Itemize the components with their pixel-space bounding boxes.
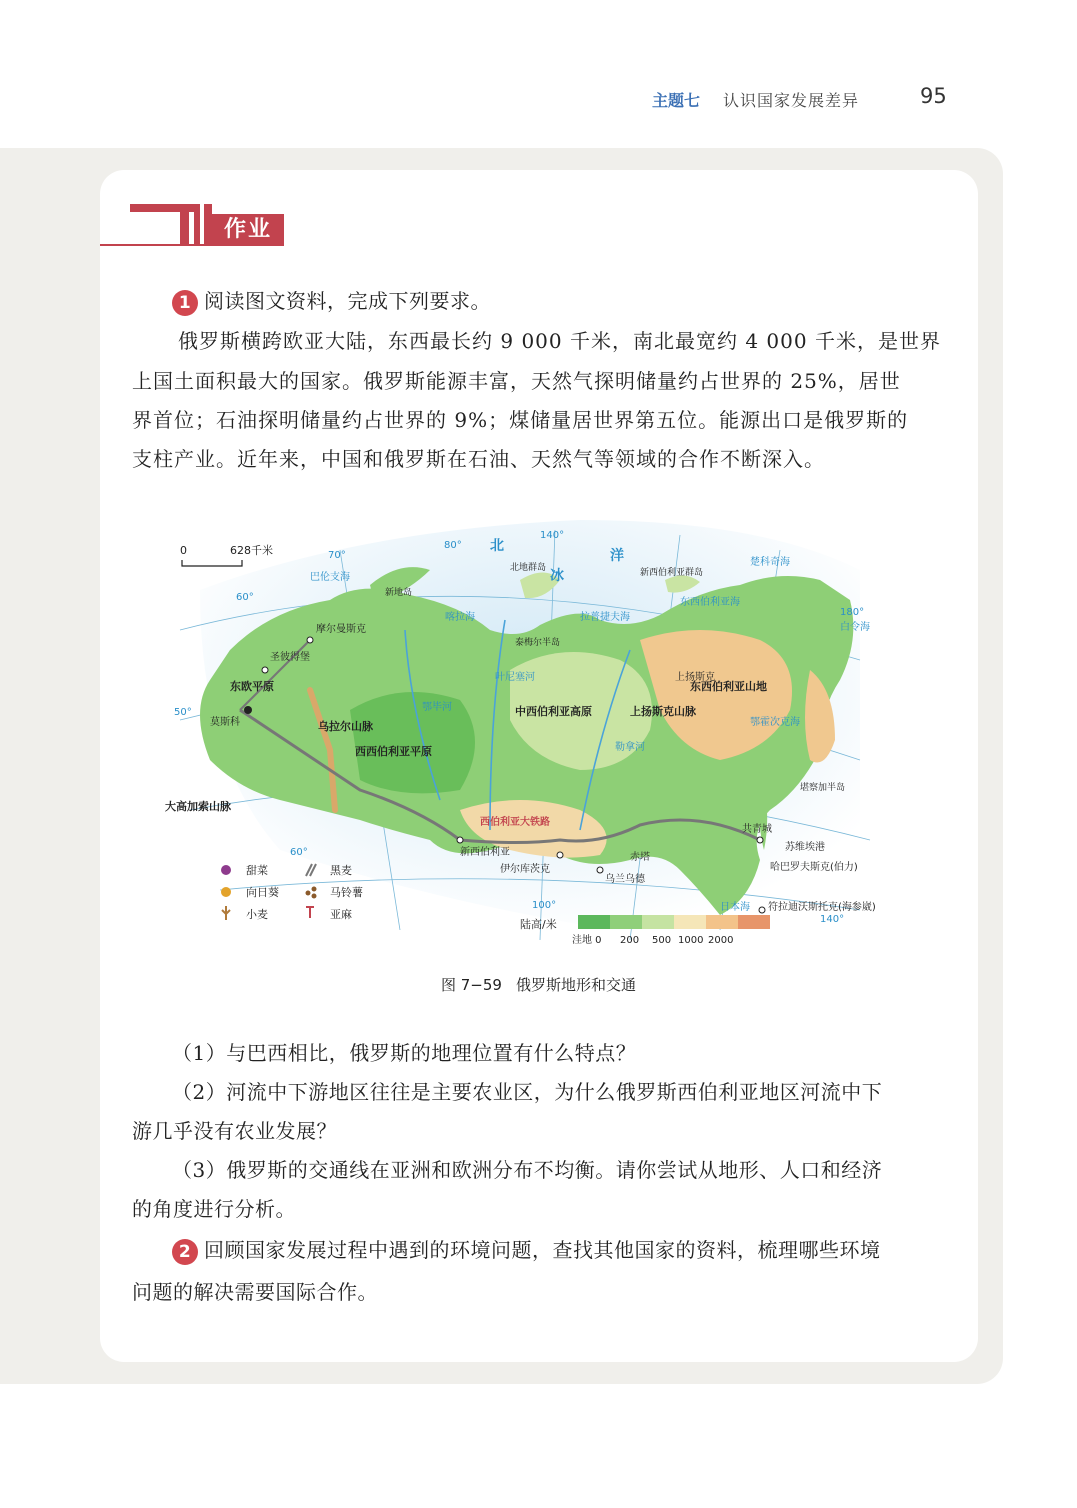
- map-label-ob-river: 鄂毕河: [422, 702, 452, 713]
- map-label-kamchatka: 堪察加半岛: [800, 783, 846, 793]
- elevation-title: 陆高/米: [520, 918, 557, 931]
- city-irkutsk: 伊尔库茨克: [500, 864, 550, 875]
- crop-legend: [221, 863, 363, 921]
- beet-icon: [221, 865, 231, 875]
- map-label-kara-sea: 喀拉海: [445, 612, 475, 623]
- map-label-bing: 冰: [550, 568, 564, 584]
- q1-sub-1: （1）与巴西相比，俄罗斯的地理位置有什么特点？: [172, 1041, 637, 1065]
- elevation-swatch: [642, 915, 674, 929]
- map-label-verkhoyansk-range: 上扬斯克山脉: [630, 705, 696, 718]
- passage-line-1: 俄罗斯横跨欧亚大陆，东西最长约 9 000 千米，南北最宽约 4 000 千米，是世界: [178, 329, 941, 353]
- scale-length: 628千米: [230, 544, 273, 557]
- map-label-ural-mountains: 乌拉尔山脉: [318, 720, 373, 733]
- city-komsomolsk: 共青城: [742, 824, 772, 835]
- city-khabarovsk: 哈巴罗夫斯克(伯力): [770, 862, 858, 873]
- map-label-west-siberian-plain: 西西伯利亚平原: [355, 745, 432, 758]
- map-label-yenisei-river: 叶尼塞河: [495, 672, 535, 683]
- map-label-east-siberian-sea: 东西伯利亚海: [680, 597, 740, 608]
- map-label-barents-sea: 巴伦支海: [310, 572, 350, 583]
- svg-text:1000: 1000: [678, 935, 704, 946]
- svg-text:向日葵: 向日葵: [246, 886, 279, 899]
- q1-prompt-line: [172, 282, 986, 321]
- map-label-okhotsk-sea: 鄂霍次克海: [750, 717, 800, 728]
- city-chita: 赤塔: [630, 852, 650, 863]
- map-label-east-siberian-mountains: 东西伯利亚山地: [690, 680, 767, 693]
- section-title: 作业: [212, 214, 284, 246]
- passage-line-4: 支柱产业。近年来，中国和俄罗斯在石油、天然气等领域的合作不断深入。: [132, 447, 825, 471]
- map-label-bei: 北: [490, 538, 504, 554]
- city-sovetskaya-gavan: 苏维埃港: [785, 842, 825, 853]
- running-head: [0, 86, 1077, 114]
- elevation-swatch: [706, 915, 738, 929]
- passage-line-2: 上国土面积最大的国家。俄罗斯能源丰富，天然气探明储量约占世界的 25%，居世: [132, 369, 901, 393]
- scale-zero: 0: [180, 544, 187, 557]
- q2-number-badge: 2: [172, 1239, 198, 1265]
- elevation-swatch: [610, 915, 642, 929]
- q1-sub-3a: （3）俄罗斯的交通线在亚洲和欧洲分布不均衡。请你尝试从地形、人口和经济: [172, 1158, 883, 1182]
- map-label-bering-sea: 白令海: [840, 622, 870, 633]
- map-label-taimyr-peninsula: 泰梅尔半岛: [515, 638, 561, 648]
- svg-text:亚麻: 亚麻: [330, 908, 352, 921]
- svg-text:80°: 80°: [444, 540, 462, 551]
- running-head-topic: 主题七: [652, 91, 701, 110]
- west-siberian-plain: [350, 692, 475, 793]
- svg-text:180°: 180°: [840, 607, 865, 618]
- elevation-swatch: [674, 915, 706, 929]
- map-label-central-siberian-plateau: 中西伯利亚高原: [515, 705, 592, 718]
- city-verkhoyansk: 上扬斯克: [675, 672, 715, 683]
- map-label-new-siberian-islands: 新西伯利亚群岛: [640, 568, 704, 578]
- map-label-laptev-sea: 拉普捷夫海: [580, 612, 630, 623]
- figure-number: 图 7−59: [441, 976, 502, 994]
- svg-text:140°: 140°: [820, 914, 845, 925]
- svg-text:500: 500: [652, 935, 672, 946]
- map-label-novaya-zemlya: 新地岛: [385, 588, 413, 598]
- city-moscow: 莫斯科: [210, 717, 240, 728]
- q1-sub-3b: 的角度进行分析。: [132, 1197, 296, 1221]
- flax-icon: [306, 907, 314, 918]
- q1-sub-2a: （2）河流中下游地区往往是主要农业区，为什么俄罗斯西伯利亚地区河流中下: [172, 1080, 883, 1104]
- q1-sub-2b: 游几乎没有农业发展？: [132, 1119, 337, 1143]
- sunflower-icon: [221, 887, 231, 897]
- svg-text:70°: 70°: [328, 550, 346, 561]
- russia-map: [160, 510, 880, 955]
- svg-text:200: 200: [620, 935, 640, 946]
- svg-text:50°: 50°: [174, 707, 192, 718]
- q2-line-2: 问题的解决需要国际合作。: [132, 1280, 378, 1304]
- svg-text:小麦: 小麦: [246, 908, 268, 921]
- map-label-yang: 洋: [610, 548, 624, 564]
- svg-text:60°: 60°: [290, 847, 308, 858]
- q2-text-1: 回顾国家发展过程中遇到的环境问题，查找其他国家的资料，梳理哪些环境: [204, 1238, 881, 1262]
- potato-icon: [306, 887, 317, 899]
- running-head-title: 认识国家发展差异: [723, 91, 860, 110]
- map-label-japan-sea: 日本海: [720, 902, 750, 913]
- figure-title: 俄罗斯地形和交通: [515, 976, 636, 994]
- svg-text:黑麦: 黑麦: [330, 864, 352, 877]
- svg-text:甜菜: 甜菜: [246, 864, 268, 877]
- city-murmansk: 摩尔曼斯克: [316, 624, 366, 635]
- elevation-colors: [578, 915, 770, 929]
- svg-text:60°: 60°: [236, 592, 254, 603]
- passage-line-3: 界首位；石油探明储量约占世界的 9%；煤储量居世界第五位。能源出口是俄罗斯的: [132, 408, 909, 432]
- elevation-swatch: [738, 915, 770, 929]
- map-label-severnaya-zemlya: 北地群岛: [510, 563, 547, 573]
- city-novosibirsk: 新西伯利亚: [460, 847, 510, 858]
- rye-icon: [306, 864, 316, 876]
- city-st-petersburg: 圣彼得堡: [270, 652, 310, 663]
- q1-prompt: 阅读图文资料，完成下列要求。: [204, 289, 491, 313]
- svg-text:洼地 0: 洼地 0: [572, 935, 602, 946]
- map-label-lena-river: 勒拿河: [615, 742, 645, 753]
- city-ulan-ude: 乌兰乌德: [605, 874, 645, 885]
- q1-number-badge: 1: [172, 290, 198, 316]
- wheat-icon: [222, 906, 230, 920]
- svg-text:140°: 140°: [540, 530, 565, 541]
- page-number: 95: [920, 84, 947, 108]
- elevation-swatch: [578, 915, 610, 929]
- figure-caption: [0, 974, 1077, 995]
- svg-text:2000: 2000: [708, 935, 734, 946]
- map-label-caucasus: 大高加索山脉: [165, 800, 231, 813]
- q2-line-1: [172, 1231, 946, 1270]
- map-label-chukchi-sea: 楚科奇海: [750, 557, 790, 568]
- city-vladivostok: 符拉迪沃斯托克(海参崴): [768, 902, 876, 913]
- map-label-east-european-plain: 东欧平原: [230, 680, 274, 693]
- svg-text:100°: 100°: [532, 900, 557, 911]
- map-label-railway: 西伯利亚大铁路: [480, 817, 550, 828]
- svg-text:马铃薯: 马铃薯: [330, 886, 363, 899]
